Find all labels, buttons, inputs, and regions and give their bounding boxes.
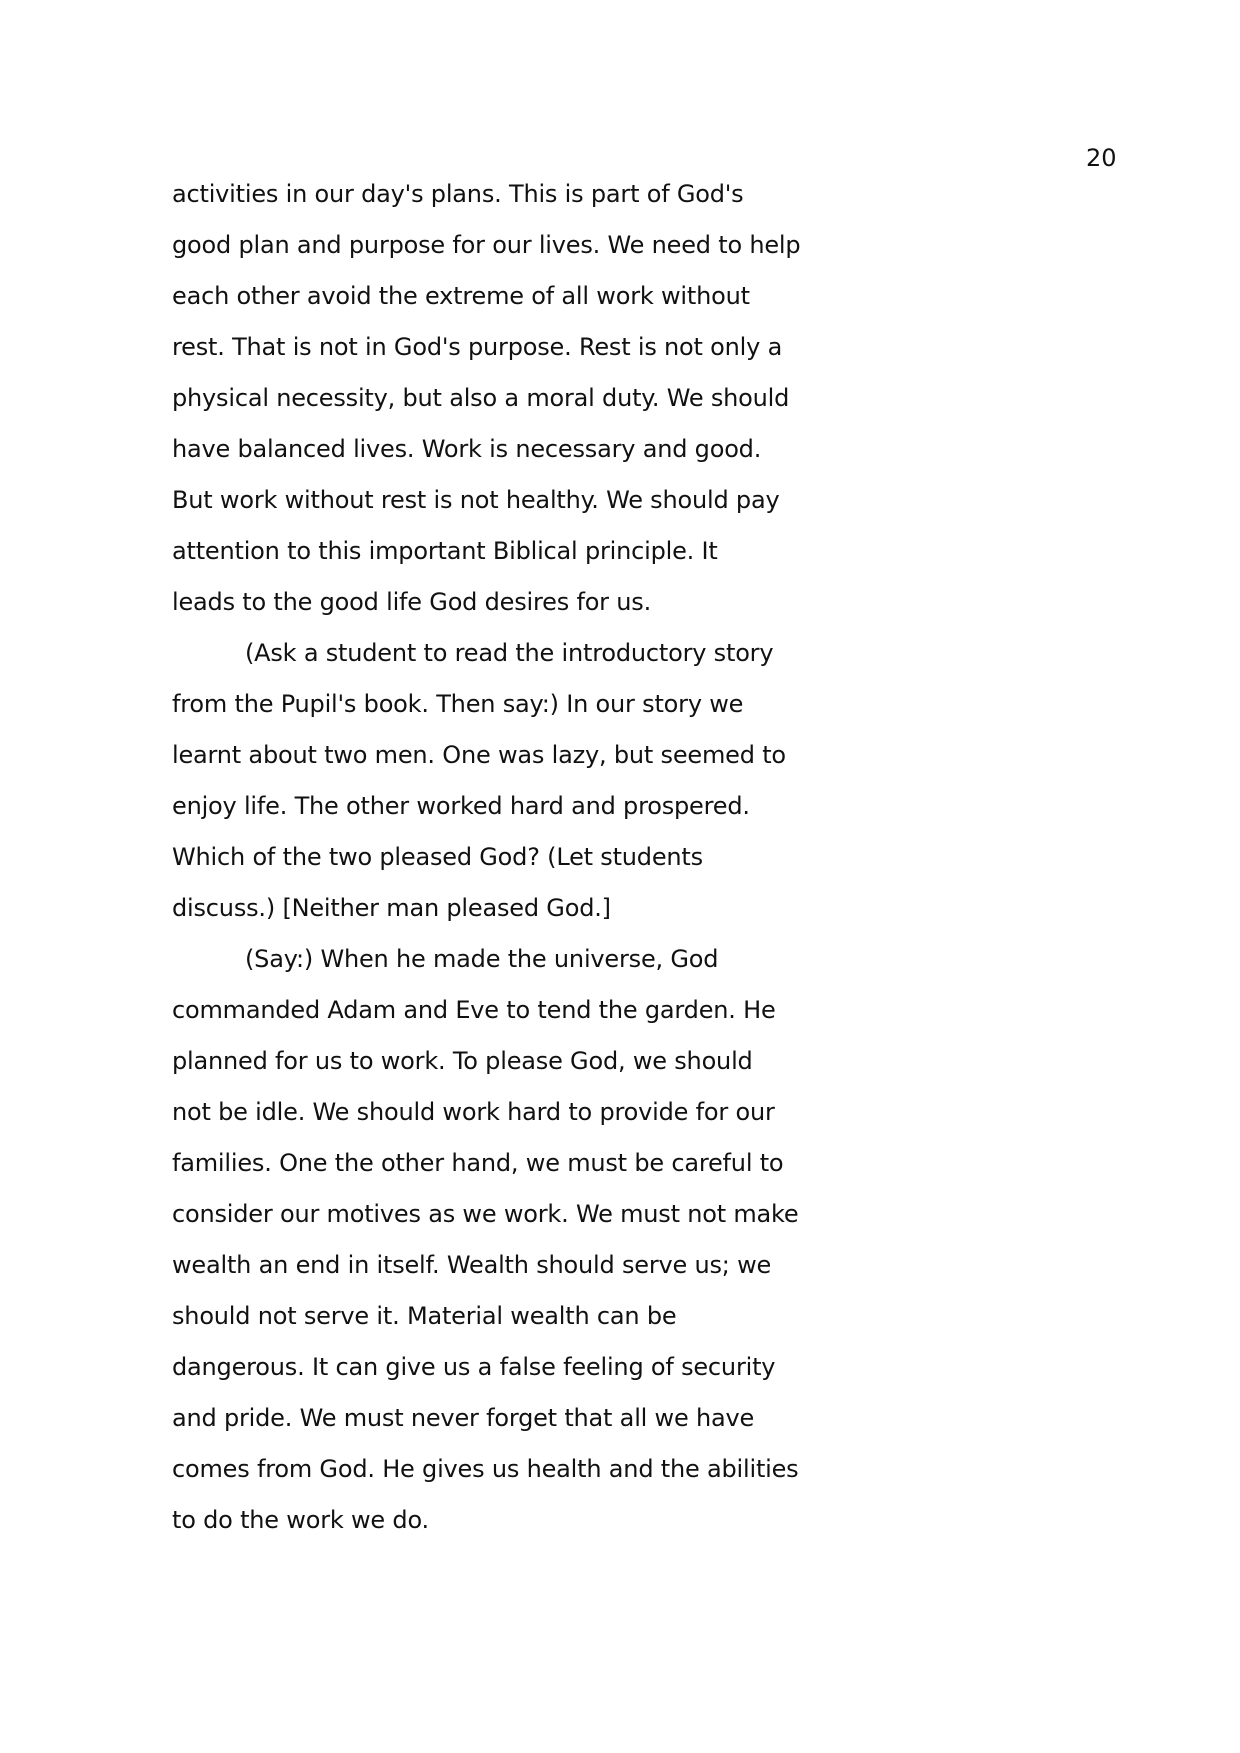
text-line: attention to this important Biblical principle. It xyxy=(172,537,718,565)
text-line: physical necessity, but also a moral duty. We should xyxy=(172,384,790,412)
text-line: But work without rest is not healthy. We should pay xyxy=(172,486,780,514)
paragraph-start-line: (Say:) When he made the universe, God xyxy=(245,945,719,973)
text-line: each other avoid the extreme of all work without xyxy=(172,282,750,310)
text-line: and pride. We must never forget that all we have xyxy=(172,1404,755,1432)
text-line: have balanced lives. Work is necessary and good. xyxy=(172,435,762,463)
body-text xyxy=(172,178,812,1555)
text-line: enjoy life. The other worked hard and prospered. xyxy=(172,792,750,820)
text-line: from the Pupil's book. Then say:) In our story we xyxy=(172,690,744,718)
page-number: 20 xyxy=(1086,144,1117,172)
text-line: wealth an end in itself. Wealth should serve us; we xyxy=(172,1251,772,1279)
text-line: dangerous. It can give us a false feeling of security xyxy=(172,1353,776,1381)
text-line: commanded Adam and Eve to tend the garden. He xyxy=(172,996,776,1024)
text-line: should not serve it. Material wealth can be xyxy=(172,1302,677,1330)
text-line: planned for us to work. To please God, we should xyxy=(172,1047,753,1075)
text-line: not be idle. We should work hard to provide for our xyxy=(172,1098,775,1126)
text-line: leads to the good life God desires for us. xyxy=(172,588,652,616)
paragraph-start-line: (Ask a student to read the introductory story xyxy=(245,639,774,667)
text-line: to do the work we do. xyxy=(172,1506,429,1534)
text-line: Which of the two pleased God? (Let students xyxy=(172,843,703,871)
text-line: good plan and purpose for our lives. We need to help xyxy=(172,231,801,259)
text-line: consider our motives as we work. We must not make xyxy=(172,1200,799,1228)
text-line: comes from God. He gives us health and the abilities xyxy=(172,1455,799,1483)
text-line: activities in our day's plans. This is part of God's xyxy=(172,180,744,208)
text-line: discuss.) [Neither man pleased God.] xyxy=(172,894,611,922)
text-line: learnt about two men. One was lazy, but seemed to xyxy=(172,741,786,769)
text-line: rest. That is not in God's purpose. Rest is not only a xyxy=(172,333,783,361)
text-line: families. One the other hand, we must be careful to xyxy=(172,1149,784,1177)
